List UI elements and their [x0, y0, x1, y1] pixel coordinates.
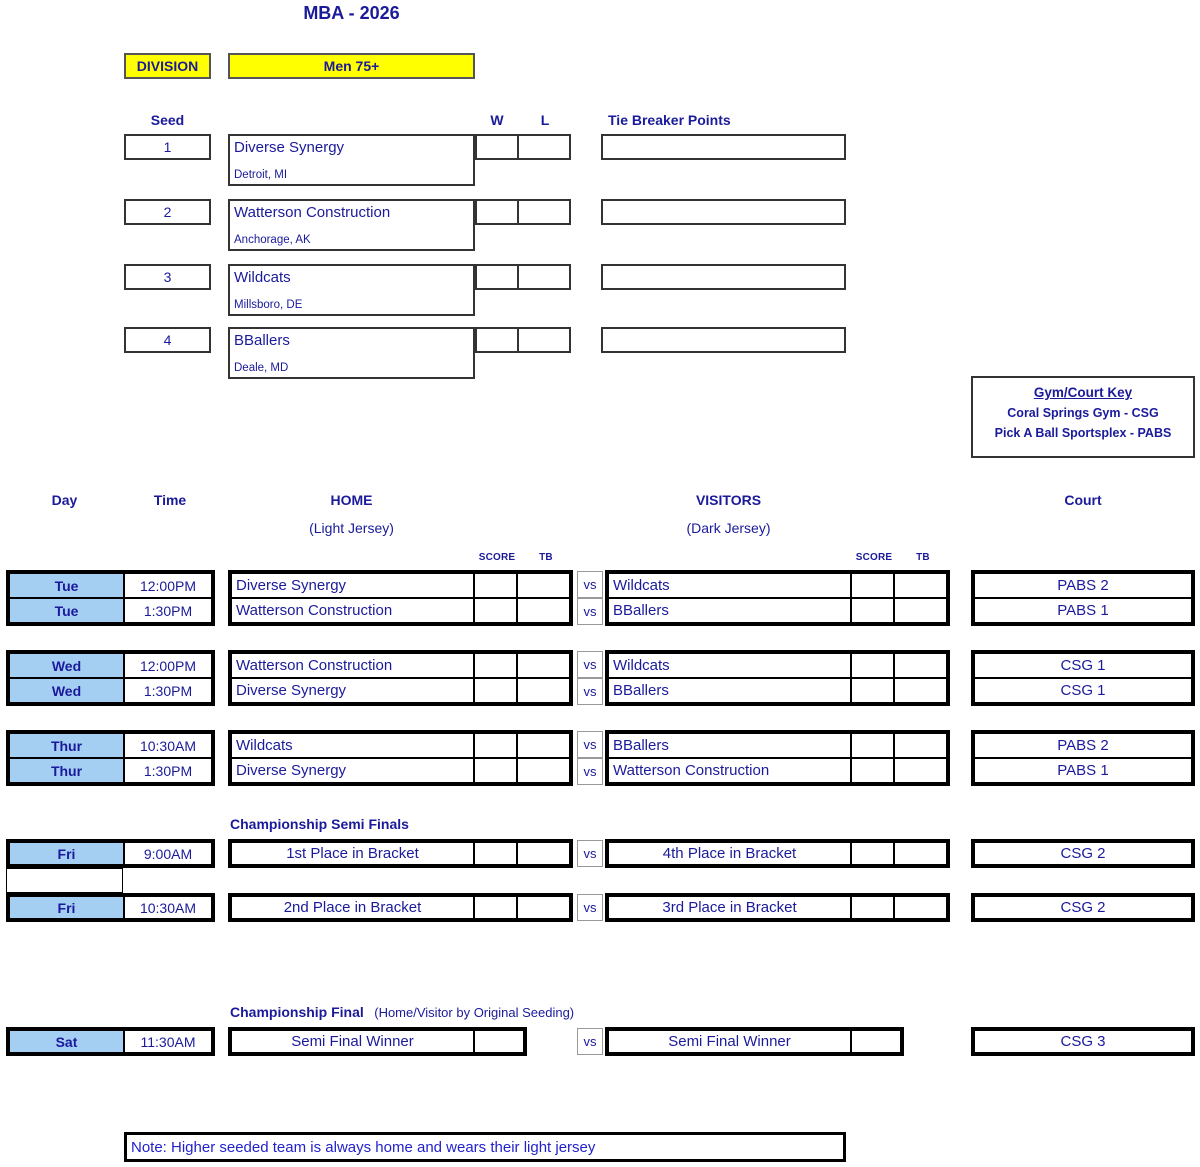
- visitor-score-cell[interactable]: [851, 653, 894, 678]
- day-time-block: [6, 1027, 215, 1056]
- home-block: [228, 650, 573, 706]
- wins-header: W: [490, 112, 504, 128]
- day-time-block: [6, 650, 215, 706]
- home-tb-cell[interactable]: [517, 653, 570, 678]
- time-cell: 9:00AM: [124, 842, 212, 865]
- home-team-cell: 2nd Place in Bracket: [231, 896, 474, 919]
- home-score-cell[interactable]: [474, 573, 517, 598]
- home-score-cell[interactable]: [474, 678, 517, 703]
- losses-cell[interactable]: [517, 264, 571, 290]
- vs-label: vs: [577, 571, 603, 598]
- visitor-team-cell: 4th Place in Bracket: [608, 842, 851, 865]
- vs-label: vs: [577, 894, 603, 921]
- home-block: [228, 893, 573, 922]
- home-team-cell: Diverse Synergy: [231, 678, 474, 703]
- tie-breaker-cell[interactable]: [601, 199, 846, 225]
- home-score-cell[interactable]: [474, 598, 517, 623]
- court-block: [971, 650, 1195, 706]
- visitor-block: [605, 839, 950, 868]
- visitor-tb-cell[interactable]: [894, 573, 947, 598]
- home-score-cell[interactable]: [474, 896, 517, 919]
- court-cell: CSG 2: [974, 842, 1192, 865]
- team-name: Watterson Construction: [234, 204, 391, 221]
- time-cell: 12:00PM: [124, 573, 212, 598]
- visitor-team-cell: Semi Final Winner: [608, 1030, 851, 1053]
- visitor-team-cell: Wildcats: [608, 653, 851, 678]
- visitor-team-cell: Wildcats: [608, 573, 851, 598]
- tie-breaker-cell[interactable]: [601, 327, 846, 353]
- seed-number: 3: [124, 264, 211, 290]
- gym-court-key: [971, 376, 1195, 458]
- empty-day-cell: [6, 868, 123, 893]
- losses-cell[interactable]: [517, 199, 571, 225]
- seed-number: 4: [124, 327, 211, 353]
- home-score-cell[interactable]: [474, 1030, 524, 1053]
- seed-number: 2: [124, 199, 211, 225]
- home-tb-cell[interactable]: [517, 733, 570, 758]
- seed-header: Seed: [150, 112, 185, 128]
- day-cell: Fri: [9, 842, 124, 865]
- court-cell: PABS 2: [974, 733, 1192, 758]
- visitor-team-cell: BBallers: [608, 733, 851, 758]
- visitor-tb-cell[interactable]: [894, 678, 947, 703]
- team-city: Millsboro, DE: [234, 299, 303, 311]
- team-city: Detroit, MI: [234, 169, 288, 181]
- gym-key-entry: Pick A Ball Sportsplex - PABS: [994, 426, 1172, 440]
- time-header: Time: [153, 492, 187, 508]
- visitor-score-cell[interactable]: [851, 1030, 901, 1053]
- home-tb-header: TB: [539, 552, 553, 563]
- seed-number: 1: [124, 134, 211, 160]
- tie-breaker-header: Tie Breaker Points: [608, 112, 731, 128]
- court-block: [971, 730, 1195, 786]
- visitors-header: VISITORS: [695, 492, 762, 508]
- court-block: [971, 839, 1195, 868]
- home-team-cell: Watterson Construction: [231, 653, 474, 678]
- vs-label: vs: [577, 758, 603, 785]
- visitor-tb-cell[interactable]: [894, 598, 947, 623]
- day-cell: Tue: [9, 598, 124, 623]
- day-cell: Wed: [9, 678, 124, 703]
- day-time-block: [6, 893, 215, 922]
- time-cell: 1:30PM: [124, 758, 212, 783]
- visitor-score-cell[interactable]: [851, 678, 894, 703]
- vs-label: vs: [577, 598, 603, 625]
- visitor-tb-cell[interactable]: [894, 758, 947, 783]
- time-cell: 1:30PM: [124, 598, 212, 623]
- home-score-cell[interactable]: [474, 758, 517, 783]
- home-tb-cell[interactable]: [517, 758, 570, 783]
- losses-cell[interactable]: [517, 327, 571, 353]
- visitor-score-header: SCORE: [855, 552, 893, 563]
- visitor-block: [605, 730, 950, 786]
- visitor-team-cell: BBallers: [608, 678, 851, 703]
- home-tb-cell[interactable]: [517, 842, 570, 865]
- home-score-cell[interactable]: [474, 653, 517, 678]
- team-box: [228, 327, 475, 379]
- time-cell: 10:30AM: [124, 896, 212, 919]
- visitors-subheader: (Dark Jersey): [686, 520, 771, 536]
- wins-cell[interactable]: [475, 264, 519, 290]
- page-title: MBA - 2026: [303, 3, 400, 23]
- note-text: Note: Higher seeded team is always home and wears their light jersey: [131, 1138, 596, 1156]
- day-cell: Tue: [9, 573, 124, 598]
- losses-cell[interactable]: [517, 134, 571, 160]
- division-label: DIVISION: [124, 53, 211, 79]
- court-header: Court: [1064, 492, 1102, 508]
- court-cell: CSG 1: [974, 653, 1192, 678]
- visitor-tb-cell[interactable]: [894, 653, 947, 678]
- vs-label: vs: [577, 651, 603, 678]
- home-team-cell: Wildcats: [231, 733, 474, 758]
- visitor-block: [605, 570, 950, 626]
- final-subtitle: (Home/Visitor by Original Seeding): [374, 1005, 575, 1020]
- day-header: Day: [51, 492, 78, 508]
- tie-breaker-cell[interactable]: [601, 264, 846, 290]
- day-time-block: [6, 730, 215, 786]
- visitor-score-cell[interactable]: [851, 758, 894, 783]
- team-name: Wildcats: [234, 269, 291, 286]
- court-cell: PABS 1: [974, 758, 1192, 783]
- team-city: Anchorage, AK: [234, 234, 311, 246]
- day-cell: Fri: [9, 896, 124, 919]
- losses-header: L: [540, 112, 550, 128]
- visitor-team-cell: BBallers: [608, 598, 851, 623]
- final-title-row: [230, 1004, 574, 1022]
- home-block: [228, 570, 573, 626]
- home-block: [228, 1027, 527, 1056]
- visitor-score-cell[interactable]: [851, 842, 894, 865]
- gym-court-key-title: Gym/Court Key: [1033, 385, 1133, 400]
- home-header: HOME: [330, 492, 373, 508]
- home-block: [228, 839, 573, 868]
- day-cell: Thur: [9, 758, 124, 783]
- visitor-block: [605, 893, 950, 922]
- home-team-cell: Semi Final Winner: [231, 1030, 474, 1053]
- vs-label: vs: [577, 731, 603, 758]
- vs-label: vs: [577, 678, 603, 705]
- home-team-cell: Diverse Synergy: [231, 758, 474, 783]
- team-box: [228, 264, 475, 316]
- division-value[interactable]: Men 75+: [228, 53, 475, 79]
- visitor-score-cell[interactable]: [851, 733, 894, 758]
- wins-cell[interactable]: [475, 199, 519, 225]
- time-cell: 11:30AM: [124, 1030, 212, 1053]
- court-block: [971, 893, 1195, 922]
- time-cell: 10:30AM: [124, 733, 212, 758]
- home-subheader: (Light Jersey): [309, 520, 394, 536]
- home-team-cell: Diverse Synergy: [231, 573, 474, 598]
- visitor-block: [605, 650, 950, 706]
- home-score-cell[interactable]: [474, 842, 517, 865]
- day-cell: Thur: [9, 733, 124, 758]
- home-block: [228, 730, 573, 786]
- gym-key-entry: Coral Springs Gym - CSG: [1007, 406, 1159, 420]
- court-cell: CSG 2: [974, 896, 1192, 919]
- court-cell: CSG 3: [974, 1030, 1192, 1053]
- visitor-score-cell[interactable]: [851, 573, 894, 598]
- home-tb-cell[interactable]: [517, 896, 570, 919]
- court-cell: PABS 1: [974, 598, 1192, 623]
- final-title: Championship Final: [230, 1004, 364, 1020]
- home-team-cell: 1st Place in Bracket: [231, 842, 474, 865]
- time-cell: 1:30PM: [124, 678, 212, 703]
- court-block: [971, 570, 1195, 626]
- home-score-header: SCORE: [478, 552, 516, 563]
- day-cell: Sat: [9, 1030, 124, 1053]
- visitor-tb-cell[interactable]: [894, 842, 947, 865]
- team-box: [228, 134, 475, 186]
- vs-label: vs: [577, 1028, 603, 1055]
- team-box: [228, 199, 475, 251]
- semi-finals-title: Championship Semi Finals: [230, 816, 409, 832]
- visitor-team-cell: Watterson Construction: [608, 758, 851, 783]
- visitor-score-cell[interactable]: [851, 598, 894, 623]
- home-tb-cell[interactable]: [517, 573, 570, 598]
- visitor-team-cell: 3rd Place in Bracket: [608, 896, 851, 919]
- home-tb-cell[interactable]: [517, 678, 570, 703]
- team-name: Diverse Synergy: [234, 139, 345, 156]
- visitor-score-cell[interactable]: [851, 896, 894, 919]
- day-time-block: [6, 839, 215, 868]
- visitor-tb-cell[interactable]: [894, 733, 947, 758]
- home-team-cell: Watterson Construction: [231, 598, 474, 623]
- wins-cell[interactable]: [475, 134, 519, 160]
- team-city: Deale, MD: [234, 362, 289, 374]
- visitor-block: [605, 1027, 904, 1056]
- court-block: [971, 1027, 1195, 1056]
- tie-breaker-cell[interactable]: [601, 134, 846, 160]
- court-cell: CSG 1: [974, 678, 1192, 703]
- note-box: [124, 1132, 846, 1162]
- wins-cell[interactable]: [475, 327, 519, 353]
- vs-label: vs: [577, 840, 603, 867]
- time-cell: 12:00PM: [124, 653, 212, 678]
- home-tb-cell[interactable]: [517, 598, 570, 623]
- court-cell: PABS 2: [974, 573, 1192, 598]
- team-name: BBallers: [234, 332, 290, 349]
- visitor-tb-header: TB: [916, 552, 930, 563]
- home-score-cell[interactable]: [474, 733, 517, 758]
- day-time-block: [6, 570, 215, 626]
- day-cell: Wed: [9, 653, 124, 678]
- visitor-tb-cell[interactable]: [894, 896, 947, 919]
